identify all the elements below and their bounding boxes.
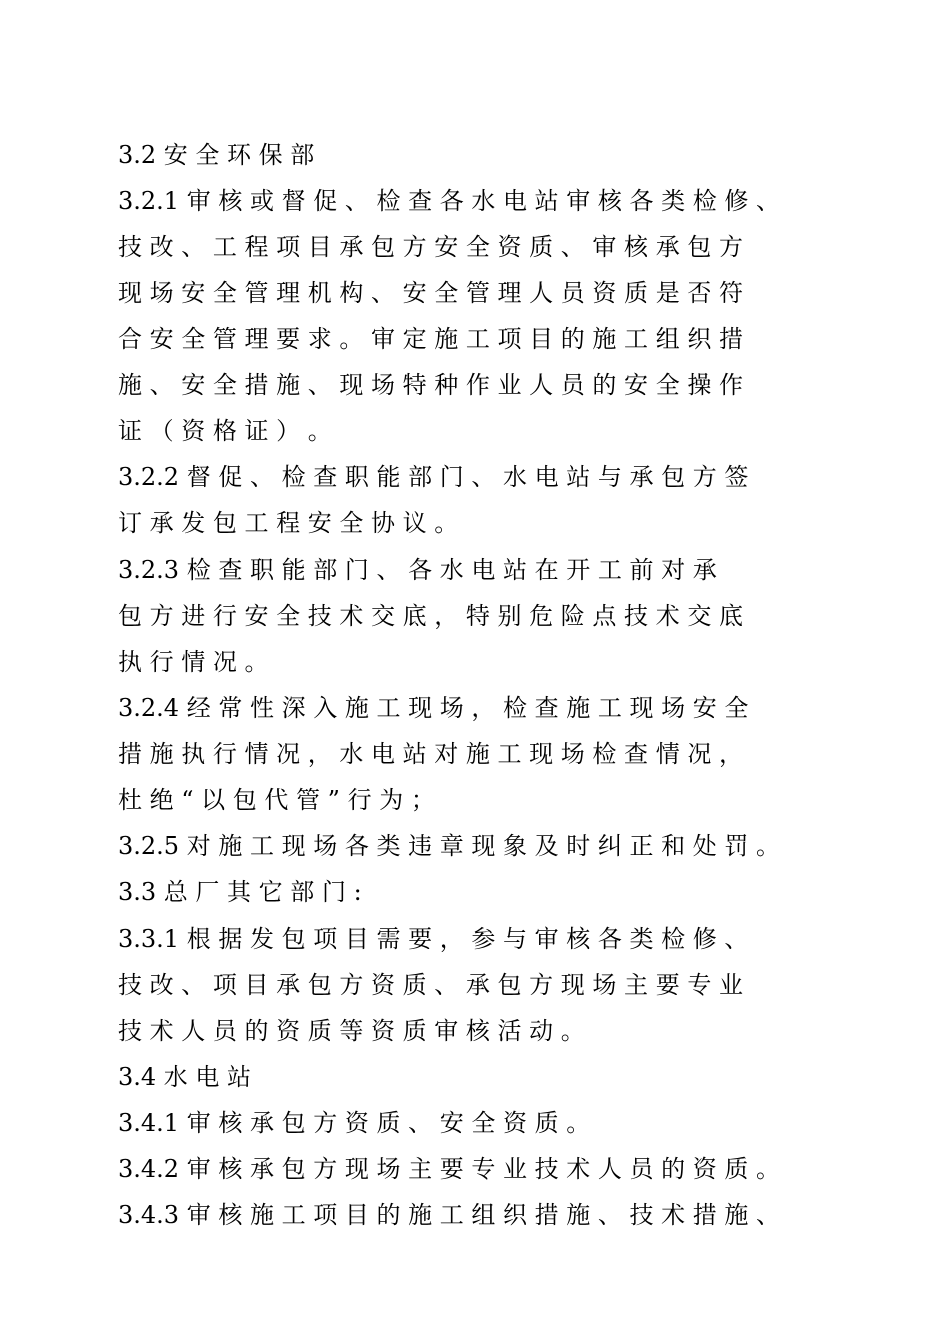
paragraph-line: 3.2.3 检 查 职 能 部 门 、 各 水 电 站 在 开 工 前 对 承: [118, 556, 717, 584]
paragraph-line: 杜 绝 “ 以 包 代 管 ” 行 为 ；: [118, 786, 435, 814]
paragraph-line: 证 （ 资 格 证 ） 。: [118, 417, 332, 445]
section-heading-3-4: 3.4 水 电 站: [118, 1063, 252, 1091]
paragraph-line: 3.2.2 督 促 、 检 查 职 能 部 门 、 水 电 站 与 承 包 方 签: [118, 463, 749, 491]
paragraph-line: 施 、 安 全 措 施 、 现 场 特 种 作 业 人 员 的 安 全 操 作: [118, 371, 743, 399]
paragraph-line: 3.2.1 审 核 或 督 促 、 检 查 各 水 电 站 审 核 各 类 检 修 、: [118, 187, 781, 215]
paragraph-line: 3.3.1 根 据 发 包 项 目 需 要 ， 参 与 审 核 各 类 检 修 、: [118, 925, 749, 953]
paragraph-line: 3.2.4 经 常 性 深 入 施 工 现 场 ， 检 查 施 工 现 场 安 全: [118, 694, 749, 722]
paragraph-line: 3.2.5 对 施 工 现 场 各 类 违 章 现 象 及 时 纠 正 和 处 罚 。: [118, 832, 781, 860]
paragraph-line: 3.4.1 审 核 承 包 方 资 质 、 安 全 资 质 。: [118, 1109, 591, 1137]
paragraph-line: 现 场 安 全 管 理 机 构 、 安 全 管 理 人 员 资 质 是 否 符: [118, 279, 743, 307]
section-heading-3-2: 3.2 安 全 环 保 部: [118, 141, 315, 169]
paragraph-line: 措 施 执 行 情 况 ， 水 电 站 对 施 工 现 场 检 查 情 况 ，: [118, 740, 743, 768]
paragraph-line: 包 方 进 行 安 全 技 术 交 底 ， 特 别 危 险 点 技 术 交 底: [118, 602, 743, 630]
paragraph-line: 技 改 、 工 程 项 目 承 包 方 安 全 资 质 、 审 核 承 包 方: [118, 233, 743, 261]
section-heading-3-3: 3.3 总 厂 其 它 部 门 :: [118, 878, 362, 906]
paragraph-line: 3.4.3 审 核 施 工 项 目 的 施 工 组 织 措 施 、 技 术 措 施 、: [118, 1201, 781, 1229]
paragraph-line: 执 行 情 况 。: [118, 648, 269, 676]
paragraph-line: 技 改 、 项 目 承 包 方 资 质 、 承 包 方 现 场 主 要 专 业: [118, 971, 743, 999]
paragraph-line: 3.4.2 审 核 承 包 方 现 场 主 要 专 业 技 术 人 员 的 资 质 。: [118, 1155, 781, 1183]
paragraph-line: 订 承 发 包 工 程 安 全 协 议 。: [118, 509, 459, 537]
paragraph-line: 合 安 全 管 理 要 求 。 审 定 施 工 项 目 的 施 工 组 织 措: [118, 325, 743, 353]
paragraph-line: 技 术 人 员 的 资 质 等 资 质 审 核 活 动 。: [118, 1017, 585, 1045]
